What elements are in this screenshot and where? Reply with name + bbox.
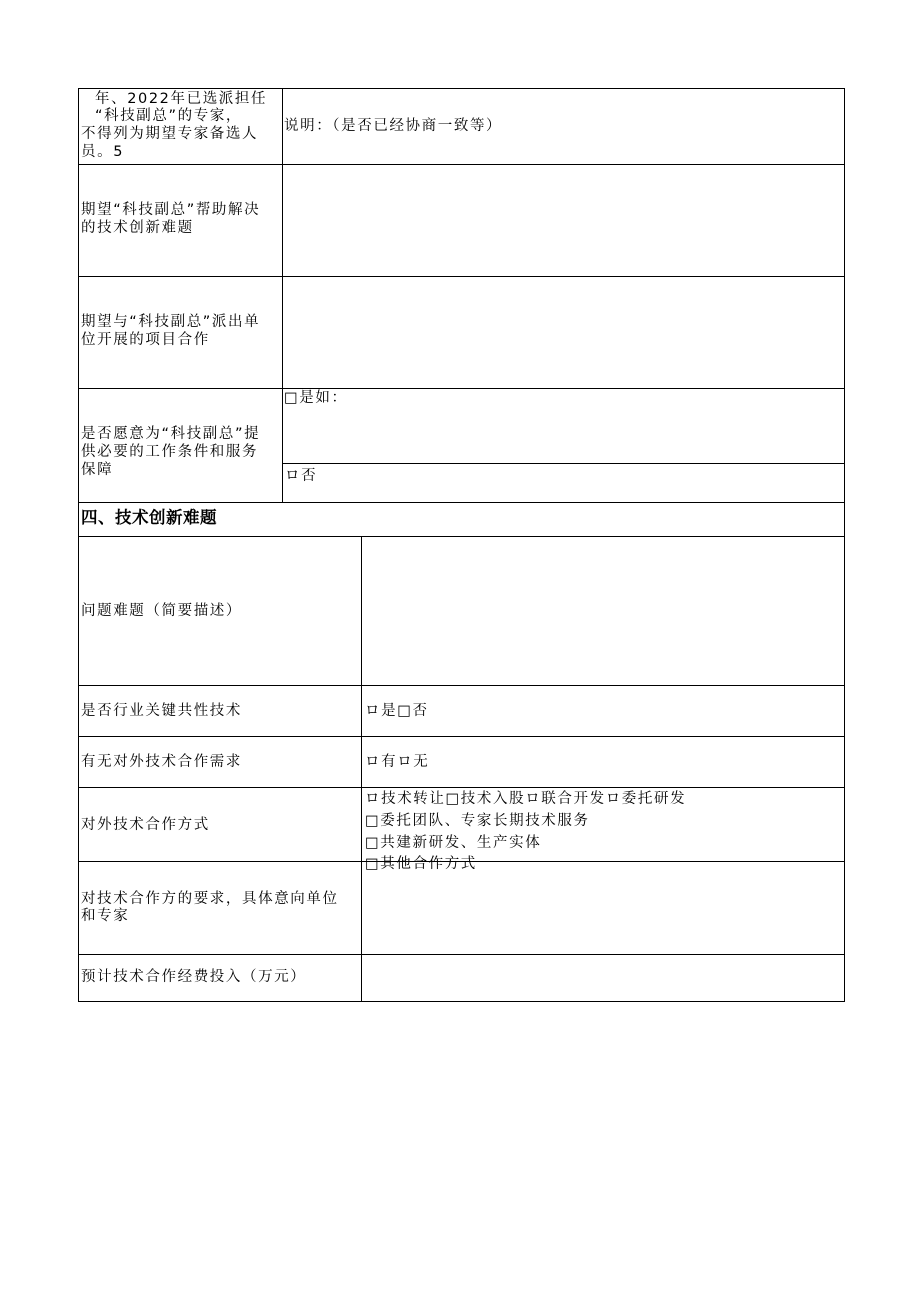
project-label-cell [78,276,283,389]
requirements-value-cell[interactable] [361,861,845,955]
need-options[interactable]: ロ有ロ无 [365,754,430,770]
requirements-label-cell [78,861,362,955]
problem-label-cell [78,536,362,686]
cutoff-value-cell[interactable] [282,88,845,165]
mode-label: 对外技术合作方式 [81,817,210,833]
cutoff-label-line2: “科技副总”的专家， [95,108,243,124]
mode-option-line2[interactable]: □委托团队、专家长期技术服务 [365,813,590,829]
mode-option-line1[interactable]: ロ技术转让□技术入股ロ联合开发ロ委托研发 [365,791,687,807]
mode-value-cell[interactable] [361,787,845,872]
budget-label: 预计技术合作经费投入（万元） [81,969,307,985]
requirements-label-line2: 和专家 [81,908,130,924]
budget-value-cell[interactable] [361,954,845,1002]
project-label-line2: 位开展的项目合作 [81,332,210,348]
support-no-cell[interactable] [282,463,845,503]
support-yes-option[interactable]: □是如： [284,390,348,406]
support-yes-cell[interactable] [282,388,845,464]
cutoff-label-line4: 员。5 [81,144,125,160]
requirements-label-line1: 对技术合作方的要求，具体意向单位 [81,891,339,907]
help-value-cell[interactable] [282,164,845,277]
mode-option-line3[interactable]: □共建新研发、生产实体 [365,835,542,851]
help-label-line2: 的技术创新难题 [81,220,194,236]
support-label-line3: 保障 [81,462,114,478]
cutoff-label-line3: 不得列为期望专家备选人 [81,126,259,142]
support-no-option[interactable]: ロ否 [285,468,318,484]
mode-option-line4[interactable]: □其他合作方式 [365,856,477,872]
support-label-line2: 供必要的工作条件和服务 [81,444,259,460]
section4-title: 四、技术创新难题 [81,508,217,527]
key-tech-value-cell[interactable] [361,685,845,737]
cutoff-label-line1: 年、2022年已选派担任 [95,91,268,107]
key-tech-label: 是否行业关键共性技术 [81,703,242,719]
need-value-cell[interactable] [361,736,845,788]
support-label-cell [78,388,283,503]
problem-label: 问题难题（简要描述） [81,603,242,619]
help-label-cell [78,164,283,277]
help-label-line1: 期望“科技副总”帮助解决 [81,202,261,218]
project-label-line1: 期望与“科技副总”派出单 [81,314,261,330]
key-tech-options[interactable]: ロ是□否 [365,703,429,719]
mode-label-cell [78,787,362,862]
section4-header [78,502,845,537]
project-value-cell[interactable] [282,276,845,389]
cutoff-label-cell [78,88,283,165]
application-form [78,88,845,1002]
key-tech-label-cell [78,685,362,737]
support-label-line1: 是否愿意为“科技副总”提 [81,426,261,442]
problem-value-cell[interactable] [361,536,845,686]
need-label-cell [78,736,362,788]
need-label: 有无对外技术合作需求 [81,754,242,770]
mode-options-clip [362,788,844,872]
cutoff-note: 说明：（是否已经协商一致等） [284,118,503,134]
budget-label-cell [78,954,362,1002]
